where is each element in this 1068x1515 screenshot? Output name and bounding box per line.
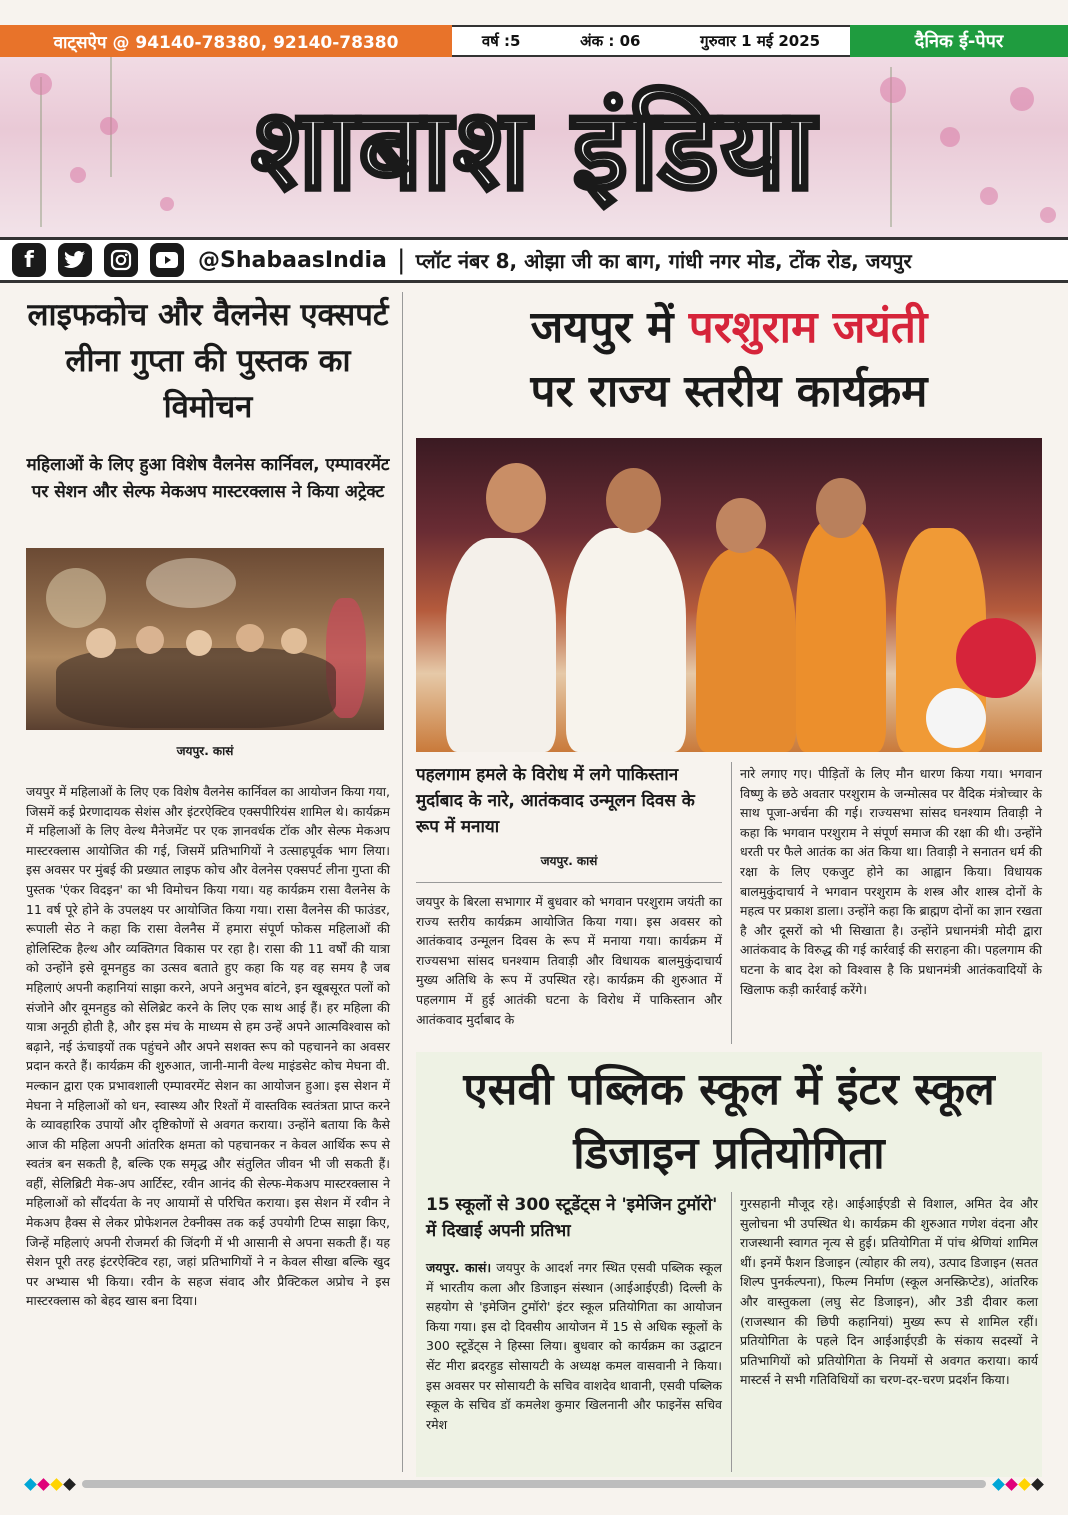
masthead-title: शाबाश इंडिया xyxy=(251,85,817,215)
story2-headline-part1: जयपुर में xyxy=(530,302,689,353)
story2-caption: जयपुर. कासं xyxy=(540,854,598,868)
story3-headline: एसवी पब्लिक स्कूल में इंटर स्कूल डिजाइन प्रतियोगिता xyxy=(463,1064,995,1179)
masthead xyxy=(0,57,1068,237)
story1-photo xyxy=(26,548,384,730)
social-handle[interactable]: @ShabaasIndia xyxy=(198,247,387,273)
whatsapp-contact: वाट्सऐप @ 94140-78380, 92140-78380 xyxy=(0,25,452,57)
issue-info xyxy=(452,25,850,57)
story1-headline: लाइफकोच और वैलनेस एक्सपर्ट लीना गुप्ता की पुस्तक का विमोचन xyxy=(27,297,389,425)
story2-photo xyxy=(416,438,1042,752)
story2-subheadline: पहलगाम हमले के विरोध में लगे पाकिस्तान मुर्दाबाद के नारे, आतंकवाद उन्मूलन दिवस के रूप में मनाया xyxy=(416,765,695,837)
story3-body-col1 xyxy=(426,1258,722,1473)
instagram-icon[interactable] xyxy=(104,243,138,277)
year-label: वर्ष :5 xyxy=(481,32,521,50)
youtube-icon[interactable] xyxy=(150,243,184,277)
story3-dateline: जयपुर. कासं। xyxy=(426,1260,492,1275)
office-address: प्लॉट नंबर 8, ओझा जी का बाग, गांधी नगर मोड, टोंक रोड, जयपुर xyxy=(415,248,912,273)
story2-body-col2: नारे लगाए गए। पीड़ितों के लिए मौन धारण किया गया। भगवान विष्णु के छठे अवतार परशुराम के जन्मोत्सव पर वैदिक मंत्रोच्चार के साथ पूजा-अर्चना की गई। राज्यसभा सांसद घनश्याम तिवाड़ी ने कहा कि भगवान परशुराम ने संपूर्ण समाज की रक्षा की थी। उन्होंने धरती पर फैले आतंक का अंत किया था। तिवाड़ी ने सनातन धर्म की रक्षा के लिए एकजुट होने का आह्वान किया। विधायक बालमुकुंदाचार्य ने भगवान परशुराम के शस्त्र और शास्त्र दोनों के महत्व पर प्रकाश डाला। उन्होंने कहा कि ब्राह्मण दोनों का ज्ञान रखता है और दूसरों को भी सिखाता है। उन्होंने प्रधानमंत्री मोदी द्वारा आतंकवाद के विरुद्ध की गई कार्रवाई की सराहना की। पहलगाम की घटना के बाद देश को विश्वास है कि प्रधानमंत्री आतंकवादियों के खिलाफ कड़ी कार्रवाई करेंगे। xyxy=(740,766,1042,997)
top-info-bar xyxy=(0,25,1068,57)
story2-body-col1: जयपुर के बिरला सभागार में बुधवार को भगवान परशुराम जयंती का राज्य स्तरीय कार्यक्रम आयोजित किया गया। इस अवसर को आतंकवाद उन्मूलन दिवस के रूप में मनाया गया। कार्यक्रम में राज्यसभा सांसद घनश्याम तिवाड़ी और विधायक बालमुकुंदाचार्य मुख्य अतिथि के रूप में उपस्थित रहे। कार्यक्रम की शुरुआत में पहलगाम में हुई आतंकी घटना के विरोध में पाकिस्तान और आतंकवाद मुर्दाबाद के xyxy=(416,894,722,1027)
edition-label: दैनिक ई-पेपर xyxy=(850,25,1068,57)
twitter-icon[interactable] xyxy=(58,243,92,277)
story1-subheadline: महिलाओं के लिए हुआ विशेष वैलनेस कार्निवल, एम्पावरमेंट पर सेशन और सेल्फ मेकअप मास्टरक्लास ने किया अट्रेक्ट xyxy=(26,455,390,502)
issue-label: अंक : 06 xyxy=(580,32,641,50)
facebook-icon[interactable]: f xyxy=(12,243,46,277)
story1-body: जयपुर में महिलाओं के लिए एक विशेष वैलनेस कार्निवल का आयोजन किया गया, जिसमें कई प्रेरणादायक सेशंस और इंटरऐक्टिव एक्सपीरियंस शामिल थे। कार्यक्रम में महिलाओं के लिए वेल्थ मैनेजमेंट पर एक ज्ञानवर्धक टॉक और सेल्फ मेकअप मास्टरक्लास आयोजित की गई, जिसमें प्रतिभागियों ने उत्साहपूर्वक भाग लिया। इस अवसर पर मुंबई की प्रख्यात लाइफ कोच और वेलनेस एक्सपर्ट लीना गुप्ता की पुस्तक 'एंकर विदइन' का भी विमोचन किया गया। यह कार्यक्रम रासा वैलनेस के 11 वर्ष पूरे होने के उपलक्ष्य पर आयोजित किया गया। रासा वैलनेस की फाउंडर, रूपाली सेठ ने कहा कि रासा वेलनैस में हमारा संपूर्ण फोकस महिलाओं की होलिस्टिक हैल्थ और व्यक्तिगत विकास पर रहा है। रासा की 11 वर्षों की यात्रा को उन्होंने इसे वूमनहुड का उत्सव बताते हुए कहा कि यह वह समय है जब महिलाएं अपनी कहानियां साझा करने, अपने अनुभव बांटने, इन खूबसूरत पलों को संजोने और वूमनहुड को सेलिब्रेट करने के लिए एक साथ आई हैं। हर महिला की यात्रा अनूठी होती है, और इस मंच के माध्यम से हम उन्हें अपने आत्मविश्वास को बढ़ाने, नई ऊंचाइयों तक पहुंचने और अपने सशक्त रूप को पहचानने का अवसर प्रदान करते हैं। कार्यक्रम की शुरुआत, जानी-मानी वेल्थ माइंडसेट कोच मेघना वी. मल्कान द्वारा एक प्रभावशाली एम्पावरमेंट सेशन का आयोजन हुआ। इस सेशन में मेघना ने महिलाओं को धन, स्वास्थ्य और रिश्तों में वास्तविक स्वतंत्रता प्राप्त करने के व्यावहारिक उपायों और दृष्टिकोणों से अवगत कराया। उन्होंने बताया कि कैसे आज की महिला अपनी आंतरिक क्षमता को पहचानकर न केवल आर्थिक रूप से स्वतंत्र बन सकती है, बल्कि एक समृद्ध और संतुलित जीवन भी जी सकती हैं। वहीं, सेलिब्रिटी मेक-अप आर्टिस्ट, रवीन आनंद की सेल्फ-मेकअप मास्टरक्लास ने महिलाओं को सौंदर्यता के नए आयामों से परिचित कराया। इस सेशन में रवीन ने मेकअप हैक्स से लेकर प्रोफेशनल टेक्नीक्स तक कई उपयोगी टिप्स साझा किए, जिन्हें महिलाएं अपनी रोजमर्रा की जिंदगी में भी आसानी से अपना सकती हैं। यह सेशन पूरी तरह इंटरऐक्टिव रहा, जहां प्रतिभागियों ने न केवल सीखा बल्कि खुद पर अभ्यास भी किया। रवीन के सहज संवाद और प्रैक्टिकल अप्रोच ने इस मास्टरक्लास को बेहद खास बना दिया। xyxy=(26,784,390,1309)
story2-headline-highlight: परशुराम जयंती xyxy=(688,302,928,353)
story3-body-col2: गुरसहानी मौजूद रहे। आईआईएडी से विशाल, अमित देव और सुलोचना भी उपस्थित थे। कार्यक्रम की शुरुआत गणेश वंदना और राजस्थानी स्वागत नृत्य से हुई। प्रतियोगिता में पांच श्रेणियां शामिल थीं। इनमें फैशन डिजाइन (त्योहार की लय), उत्पाद डिजाइन (सतत शिल्प पुनर्कल्पना), फिल्म निर्माण (स्कूल अनस्क्रिप्टेड), आंतरिक और वास्तुकला (लघु सेट डिजाइन), और 3डी दीवार कला (राजस्थान की छिपी कहानियां) मुख्य रूप से शामिल रहीं। प्रतियोगिता के पहले दिन आईआईएडी के संकाय सदस्यों ने प्रतिभागियों को प्रतियोगिता के नियमों से अवगत कराया। कार्य मास्टर्स ने सभी गतिविधियों का चरण-दर-चरण प्रदर्शन किया। xyxy=(740,1196,1038,1388)
story3-subheadline: 15 स्कूलों से 300 स्टूडेंट्स ने 'इमेजिन टुमॉरो' में दिखाई अपनी प्रतिभा xyxy=(426,1195,718,1241)
date-label: गुरुवार 1 मई 2025 xyxy=(700,32,821,50)
story3-body-col1-text: जयपुर के आदर्श नगर स्थित एसवी पब्लिक स्कूल में भारतीय कला और डिजाइन संस्थान (आईआईएडी) दिल्ली के सहयोग से 'इमेजिन टुमॉरो' इंटर स्कूल प्रतियोगिता का आयोजन किया गया। इस दो दिवसीय आयोजन में 15 से अधिक स्कूलों के 300 स्टूडेंट्स ने हिस्सा लिया। बुधवार को कार्यक्रम का उद्घाटन सेंट मीरा ब्रदरहुड सोसायटी के अध्यक्ष कमल वासवानी ने किया। इस अवसर पर सोसायटी के सचिव वाशदेव थावानी, एसवी पब्लिक स्कूल के सचिव डॉ कमलेश कुमार खिलनानी और फाइनेंस सचिव रमेश xyxy=(426,1260,723,1432)
story2-headline-part2: पर राज्य स्तरीय कार्यक्रम xyxy=(530,366,928,417)
social-bar xyxy=(0,237,1068,283)
story1-caption: जयपुर. कासं xyxy=(176,744,234,758)
footer-registration-bar xyxy=(26,1478,1042,1490)
story2-headline xyxy=(416,296,1042,424)
separator: | xyxy=(396,245,406,275)
